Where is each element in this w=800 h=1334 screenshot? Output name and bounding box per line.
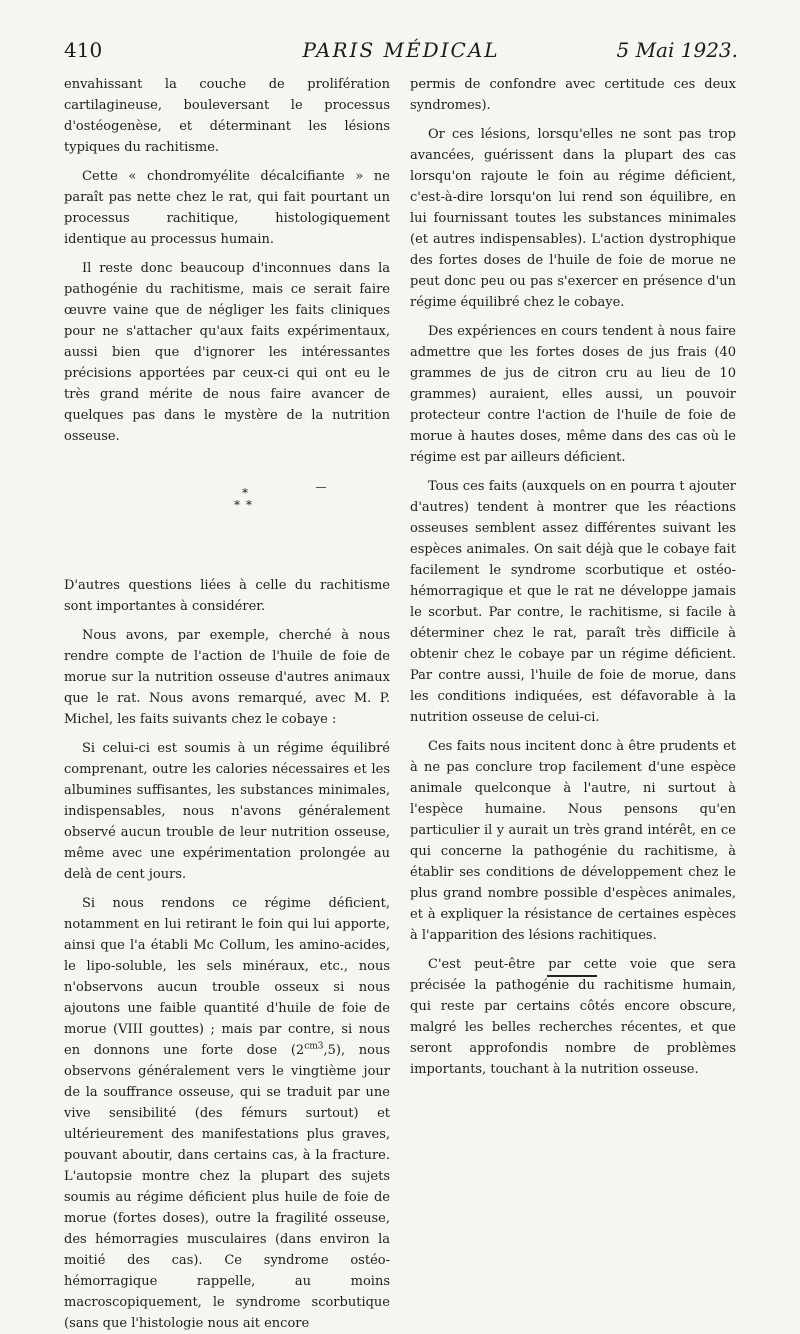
- paragraph: permis de confondre avec certitude ces deux syndromes).: [410, 77, 736, 113]
- paragraph: Ces faits nous incitent donc à être prudents et à ne pas conclure trop facilement d'une espèce animale quelconque à l'autre, ni surtout à l'espèce humaine. Nous pensons qu'en particulier il y aurait un très grand intérêt, en ce qui concerne la pathogénie du rachitisme, à établir ses conditions de développement chez le plus grand nombre possible d'espèces animales, et à expliquer la résistance de certaines espèces à l'apparition des lésions rachitiques.: [410, 739, 736, 943]
- issue-date: 5 Mai 1923.: [616, 38, 738, 62]
- paragraph: Si celui-ci est soumis à un régime équilibré comprenant, outre les calories nécessaires et les albumines suffisantes, les substances minimales, indispensables, nous n'avons généralement observé aucun trouble de leur nutrition osseuse, même avec une expérimentation prolongée au delà de cent jours.: [64, 741, 390, 882]
- right-column: [410, 74, 736, 1080]
- paragraph: C'est peut-être par cette voie que sera précisée la pathogénie du rachitisme humain, qui reste par certains côtés encore obscure, malgré les belles recherches récentes, et que seront approfondis nombre de problèmes importants, touchant à la nutrition osseuse.: [410, 957, 736, 1077]
- separator-dash: [316, 487, 326, 488]
- left-column: [64, 74, 390, 1334]
- end-of-article-rule: [547, 975, 597, 977]
- unit-superscript: cm3: [304, 1041, 324, 1052]
- paragraph: envahissant la couche de prolifération cartilagineuse, bouleversant le processus d'ostéogenèse, et déterminant les lésions typiques du rachitisme.: [64, 77, 390, 155]
- paragraph: Des expériences en cours tendent à nous faire admettre que les fortes doses de jus frais (40 grammes de jus de citron cru au lieu de 10 grammes) auraient, elles aussi, un pouvoir protecteur contre l'action de l'huile de foie de morue à hautes doses, même dans des cas où le régime est par ailleurs déficient.: [410, 324, 736, 465]
- paragraph: [64, 893, 390, 1334]
- asterism-stars: **: [234, 498, 258, 512]
- paragraph-text: ,5), nous observons généralement vers le vingtième jour de la souffrance osseuse, qui se traduit par une vive sensibilité (des fémurs surtout) et ultérieurement des manifestations plus graves, pouvant aboutir, dans certains cas, à la fracture. L'autopsie montre chez la plupart des sujets soumis au régime déficient plus huile de foie de morue (fortes doses), outre la fragilité osseuse, des hémorragies musculaires (dans environ la moitié des cas). Ce syndrome ostéo-hémorragique rappelle, au moins macroscopiquement, le syndrome scorbutique (sans que l'histologie nous ait encore: [64, 1043, 391, 1331]
- paragraph: Tous ces faits (auxquels on en pourra t ajouter d'autres) tendent à montrer que les réactions osseuses semblent assez différentes suivant les espèces animales. On sait déjà que le cobaye fait facilement le syndrome scorbutique et ostéo-hémorragique et que le rat ne développe jamais le scorbut. Par contre, le rachitisme, si facile à déterminer chez le rat, paraît très difficile à obtenir chez le cobaye par un régime déficient. Par contre aussi, l'huile de foie de morue, dans les conditions indiquées, est défavorable à la nutrition osseuse de celui-ci.: [410, 479, 736, 725]
- paragraph-text: Si nous rendons ce régime déficient, notamment en lui retirant le foin qui lui apporte, ainsi que l'a établi Mc Collum, les amino-acides, le lipo-soluble, les sels minéraux, etc., nous n'observons aucun trouble osseux si nous ajoutons une faible quantité d'huile de foie de morue (VIII gouttes) ; mais par contre, si nous en donnons une forte dose (2: [64, 896, 390, 1058]
- paragraph: Nous avons, par exemple, cherché à nous rendre compte de l'action de l'huile de foie de morue sur la nutrition osseuse d'autres animaux que le rat. Nous avons remarqué, avec M. P. Michel, les faits suivants chez le cobaye :: [64, 628, 390, 727]
- journal-title: PARIS MÉDICAL: [302, 38, 500, 62]
- asterism-star: *: [242, 486, 248, 500]
- page-header: [64, 38, 738, 68]
- paragraph: Il reste donc beaucoup d'inconnues dans la pathogénie du rachitisme, mais ce serait faire œuvre vaine que de négliger les faits cliniques pour ne s'attacher qu'aux faits expérimentaux, aussi bien que d'ignorer les intéressantes précisions apportées par ceux-ci qui ont eu le très grand mérite de nous faire avancer de quelques pas dans le mystère de la nutrition osseuse.: [64, 261, 390, 444]
- paragraph: D'autres questions liées à celle du rachitisme sont importantes à considérer.: [64, 578, 390, 614]
- section-separator: [64, 473, 390, 551]
- paragraph: Cette « chondromyélite décalcifiante » ne paraît pas nette chez le rat, qui fait pourtant un processus rachitique, histologiquement identique au processus humain.: [64, 169, 390, 247]
- paragraph: Or ces lésions, lorsqu'elles ne sont pas trop avancées, guérissent dans la plupart des cas lorsqu'on rajoute le foin au régime déficient, c'est-à-dire lorsqu'on lui rend son équilibre, en lui fournissant toutes les substances minimales (et autres indispensables). L'action dystrophique des fortes doses de l'huile de foie de morue ne peut donc peu ou pas s'exercer en présence d'un régime équilibré chez le cobaye.: [410, 127, 736, 310]
- page-number: 410: [64, 38, 103, 62]
